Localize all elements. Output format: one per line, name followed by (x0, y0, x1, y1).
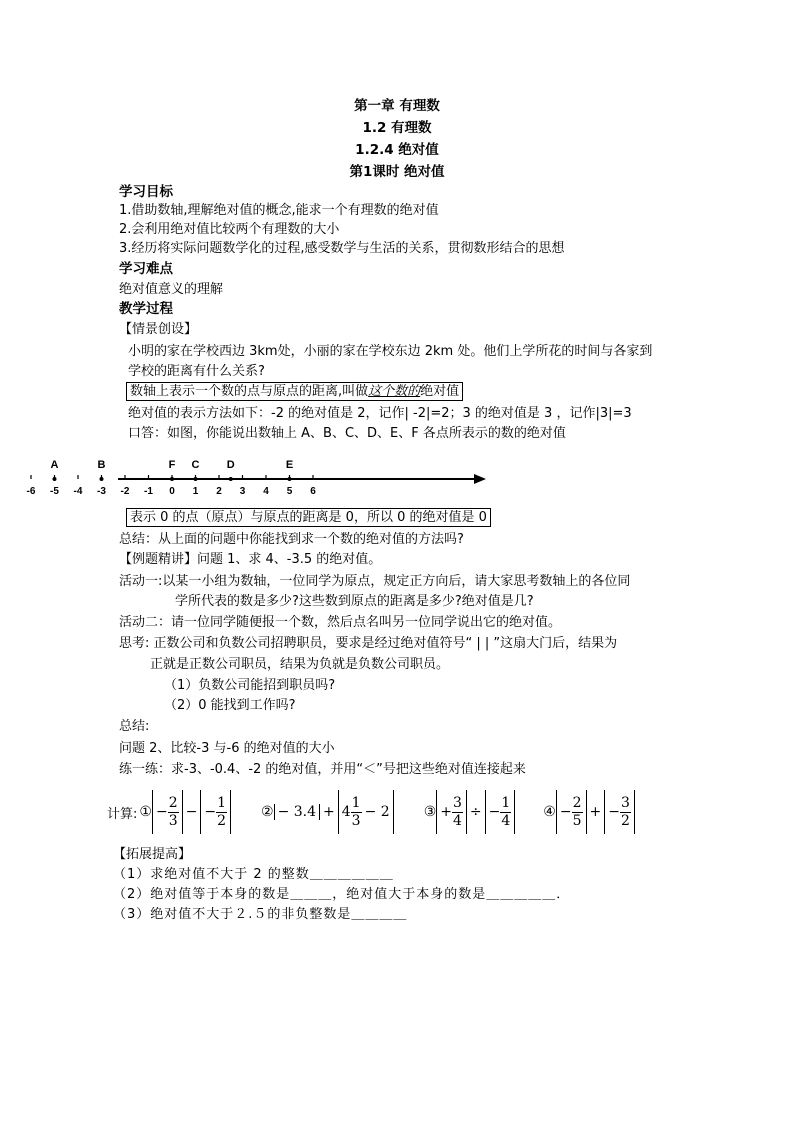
abs-bar: − 3.4 (274, 804, 320, 820)
sign: − (608, 804, 620, 820)
numerator: 1 (351, 794, 361, 811)
fraction (351, 795, 362, 830)
abs-bar (556, 790, 587, 834)
calc-expr-2 (274, 790, 394, 834)
tick-label: -6 (26, 486, 36, 497)
numerator: 1 (501, 794, 511, 811)
calc-label: 计算: (107, 806, 138, 822)
point-dot (53, 477, 57, 481)
abs-bar (338, 790, 394, 834)
operator: − (185, 804, 198, 820)
tick-label: 0 (169, 486, 175, 497)
lesson-title: 第1课时 绝对值 (349, 164, 445, 180)
definition-part2: 绝对值 (420, 384, 460, 399)
definition-part1: 数轴上表示一个数的点与原点的距离,叫做 (130, 384, 369, 399)
definition-box (126, 382, 463, 401)
tick-label: 4 (263, 486, 269, 497)
denominator: 2 (620, 812, 630, 829)
process-heading: 教学过程 (119, 301, 173, 317)
point-label: D (226, 459, 235, 471)
fraction (500, 795, 511, 830)
tick-label: 1 (192, 486, 199, 497)
denominator: 4 (501, 812, 511, 829)
problem-2: 问题 2、比较-3 与-6 的绝对值的大小 (119, 741, 335, 756)
tick-label: 2 (216, 486, 222, 497)
abs-bar (436, 790, 467, 834)
notation-line: 绝对值的表示方法如下：-2 的绝对值是 2，记作| -2|=2；3 的绝对值是 3 ，记作|3|=3 (128, 406, 632, 421)
difficulty-heading: 学习难点 (119, 261, 173, 277)
point-dot (288, 477, 292, 481)
scene-line-1: 小明的家在学校西边 3km处，小丽的家在学校东边 2km 处。他们上学所花的时间与各家到 (128, 344, 653, 359)
operator: + (323, 804, 335, 820)
sign: − (559, 804, 572, 820)
whole-number: 4 (341, 804, 351, 820)
oral-question: 口答：如图，你能说出数轴上 A、B、C、D、E、F 各点所表示的数的绝对值 (128, 426, 566, 441)
point-dot (170, 477, 174, 481)
tick-label: -1 (144, 486, 153, 497)
calc-1-number: ① (139, 804, 152, 820)
point-label: E (285, 459, 294, 471)
think-line-2: 正就是正数公司职员，结果为负就是负数公司职员。 (150, 657, 450, 672)
denominator: 4 (452, 812, 462, 829)
number-line (26, 450, 510, 500)
fraction (168, 795, 179, 830)
goals-heading: 学习目标 (119, 184, 173, 200)
numerator: 1 (217, 794, 226, 811)
tick-label: -2 (120, 486, 130, 497)
zero-box: 表示 0 的点（原点）与原点的距离是 0，所以 0 的绝对值是 0 (126, 508, 491, 527)
denominator: 2 (217, 812, 226, 829)
fraction (572, 795, 583, 830)
sign: − (155, 804, 168, 820)
point-label: F (168, 459, 176, 471)
scene-heading: 【情景创设】 (119, 322, 198, 337)
extension-q1: （1）求绝对值不大于 2 的整数＿＿＿＿＿＿ (113, 867, 394, 882)
abs-bar (485, 790, 516, 834)
sign: − (204, 804, 217, 820)
summary-2: 总结: (119, 719, 150, 734)
tick-label: 3 (239, 486, 246, 497)
axis-arrow (474, 474, 486, 484)
sign: + (440, 804, 452, 820)
activity-1-line-1: 活动一:以某一小组为数轴，一位同学为原点，规定正方向后，请大家思考数轴上的各位同 (119, 574, 631, 589)
numerator: 2 (168, 794, 178, 811)
abs-bar (604, 790, 635, 834)
tick-label: 6 (310, 486, 316, 497)
extension-q3: （3）绝对值不大于２.５的非负整数是＿＿＿＿ (113, 907, 408, 922)
think-line-1: 思考: 正数公司和负数公司招聘职员，要求是经过绝对值符号“ | | ”这扇大门后，结果为 (119, 636, 618, 651)
operator: ÷ (469, 804, 482, 820)
tick-label: -4 (73, 486, 83, 497)
subsection-title: 1.2.4 绝对值 (355, 142, 439, 158)
activity-1-line-2: 学所代表的数是多少?这些数到原点的距离是多少?绝对值是几? (175, 594, 534, 609)
scene-line-2: 学校的距离有什么关系? (128, 364, 265, 379)
calc-4-number: ④ (543, 804, 556, 820)
calc-expr-1 (152, 790, 231, 834)
calc-2-number: ② (261, 804, 274, 820)
tail: − 2 (364, 804, 390, 820)
point-label: C (191, 459, 200, 471)
point-dot (100, 477, 104, 481)
goal-item-1: 1.借助数轴,理解绝对值的概念,能求一个有理数的绝对值 (119, 203, 439, 218)
tick-label: -3 (97, 486, 106, 497)
difficulty-text: 绝对值意义的理解 (119, 282, 224, 297)
section-title: 1.2 有理数 (362, 120, 432, 136)
practice-line: 练一练：求-3、-0.4、-2 的绝对值，并用“＜”号把这些绝对值连接起来 (119, 762, 526, 777)
fraction (452, 795, 463, 830)
fraction (216, 795, 227, 830)
summary-1: 总结：从上面的问题中你能找到求一个数的绝对值的方法吗? (119, 532, 464, 547)
tick-label: -5 (50, 486, 59, 497)
point-dot (194, 477, 198, 481)
goal-item-2: 2.会利用绝对值比较两个有理数的大小 (119, 222, 340, 237)
point-label: A (50, 459, 59, 471)
point-dot (229, 477, 233, 481)
fraction (620, 795, 631, 830)
operator: + (589, 804, 602, 820)
calc-row (107, 788, 635, 836)
think-question-1: （1）负数公司能招到职员吗? (164, 678, 336, 693)
extension-q2: （2）绝对值等于本身的数是＿＿＿，绝对值大于本身的数是＿＿＿＿＿． (113, 887, 571, 902)
think-question-2: （2）0 能找到工作吗? (164, 698, 296, 713)
definition-emphasis: 这个数的 (368, 384, 421, 399)
denominator: 3 (168, 812, 178, 829)
denominator: 5 (572, 812, 582, 829)
denominator: 3 (351, 812, 361, 829)
calc-expr-4 (556, 790, 635, 834)
point-label: B (97, 459, 106, 471)
numerator: 3 (452, 794, 462, 811)
numerator: 2 (572, 794, 582, 811)
calc-3-number: ③ (423, 804, 437, 820)
abs-bar (200, 790, 231, 834)
extension-heading: 【拓展提高】 (113, 847, 192, 862)
goal-item-3: 3.经历将实际问题数学化的过程,感受数学与生活的关系，贯彻数形结合的思想 (119, 241, 565, 256)
calc-expr-3 (436, 790, 515, 834)
chapter-title: 第一章 有理数 (354, 98, 440, 114)
numerator: 3 (620, 794, 630, 811)
sign: − (488, 804, 501, 820)
example-heading: 【例题精讲】问题 1、求 4、-3.5 的绝对值。 (119, 552, 382, 567)
abs-bar (152, 790, 183, 834)
activity-2: 活动二：请一位同学随便报一个数，然后点名叫另一位同学说出它的绝对值。 (119, 615, 562, 630)
tick-label: 5 (286, 486, 293, 497)
